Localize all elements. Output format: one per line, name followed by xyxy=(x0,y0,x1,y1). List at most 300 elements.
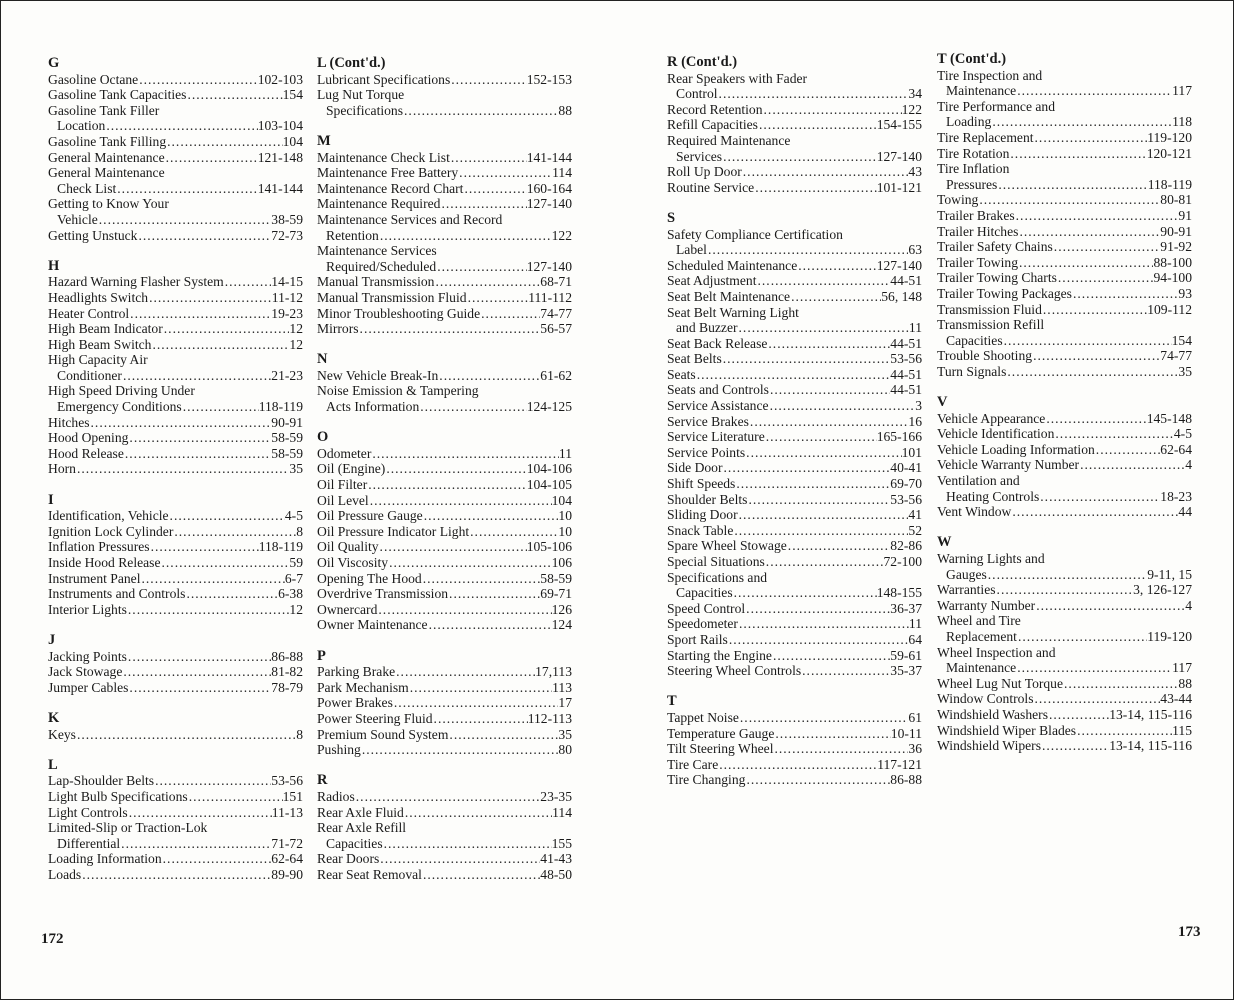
page-reference: 40-41 xyxy=(890,460,922,476)
entry-name: Turn Signals xyxy=(937,363,1007,379)
page-reference: 3, 126-127 xyxy=(1133,582,1192,598)
entry-line xyxy=(48,103,303,119)
entry-name: Service Brakes xyxy=(667,413,749,429)
index-entry xyxy=(667,258,922,274)
entry-name: Heater Control xyxy=(48,305,130,321)
page-reference: 86-88 xyxy=(890,772,922,788)
index-entry xyxy=(317,87,572,118)
index-entry xyxy=(937,286,1192,302)
entry-name: Manual Transmission xyxy=(317,274,435,290)
page-reference: 13-14, 115-116 xyxy=(1109,738,1192,754)
page-reference: 82-86 xyxy=(890,538,922,554)
dot-leader xyxy=(422,571,541,587)
entry-line xyxy=(667,601,922,617)
dot-leader xyxy=(141,571,285,587)
dot-leader xyxy=(173,524,296,540)
entry-name: Speedometer xyxy=(667,616,738,632)
entry-line xyxy=(937,161,1192,177)
dot-leader xyxy=(385,461,526,477)
entry-name: Transmission Fluid xyxy=(937,301,1042,317)
index-entry xyxy=(667,398,922,414)
entry-name: Required/Scheduled xyxy=(326,258,437,274)
entry-name: Seat Adjustment xyxy=(667,273,757,289)
index-entry xyxy=(317,446,572,462)
entry-name: High Beam Switch xyxy=(48,336,152,352)
entry-name: Window Controls xyxy=(937,691,1034,707)
dot-leader xyxy=(757,273,891,289)
entry-line xyxy=(317,851,572,867)
entry-line xyxy=(937,146,1192,162)
entry-name: Loading Information xyxy=(48,851,162,867)
entry-line xyxy=(937,114,1192,130)
index-entry xyxy=(317,789,572,805)
index-entry xyxy=(317,602,572,618)
page-reference: 10 xyxy=(558,523,572,539)
entry-line xyxy=(667,336,922,352)
entry-name: Premium Sound System xyxy=(317,726,449,742)
entry-name: Heating Controls xyxy=(946,488,1040,504)
index-entry xyxy=(667,382,922,398)
page-reference: 58-59 xyxy=(540,570,572,586)
page-reference: 88-100 xyxy=(1153,254,1192,270)
entry-name: Warranties xyxy=(937,582,996,598)
index-entry xyxy=(937,457,1192,473)
entry-name: Inflation Pressures xyxy=(48,539,150,555)
page-reference: 38-59 xyxy=(271,211,303,227)
entry-name: Vent Window xyxy=(937,504,1012,520)
dot-leader xyxy=(165,150,258,166)
dot-leader xyxy=(733,523,908,539)
dot-leader xyxy=(369,493,552,509)
index-entry xyxy=(667,351,922,367)
index-entry xyxy=(317,742,572,758)
page-reference: 56, 148 xyxy=(881,288,922,304)
entry-line xyxy=(667,757,922,773)
dot-leader xyxy=(138,72,257,88)
entry-line xyxy=(667,648,922,664)
entry-line xyxy=(48,649,303,665)
entry-line xyxy=(317,290,572,306)
index-entry xyxy=(937,364,1192,380)
entry-line xyxy=(317,664,572,680)
dot-leader xyxy=(186,87,282,103)
page-reference: 118-119 xyxy=(258,539,303,555)
page-reference: 17 xyxy=(558,695,572,711)
index-entry xyxy=(937,130,1192,146)
index-entry xyxy=(317,711,572,727)
entry-line xyxy=(317,228,572,244)
entry-name: Pushing xyxy=(317,742,361,758)
entry-line xyxy=(317,820,572,836)
index-entry xyxy=(667,367,922,383)
entry-line xyxy=(937,192,1192,208)
index-entry xyxy=(937,255,1192,271)
page-reference: 35 xyxy=(289,461,303,477)
entry-line xyxy=(317,602,572,618)
dot-leader xyxy=(120,836,271,852)
index-entry xyxy=(937,224,1192,240)
page-reference: 69-70 xyxy=(890,476,922,492)
dot-leader xyxy=(150,539,259,555)
page-173 xyxy=(618,1,1234,999)
index-entry xyxy=(48,649,303,665)
page-reference: 117-121 xyxy=(877,756,922,772)
dot-leader xyxy=(1054,426,1173,442)
entry-line xyxy=(937,426,1192,442)
index-entry xyxy=(317,212,572,243)
entry-name: Temperature Gauge xyxy=(667,725,775,741)
entry-name: Loading xyxy=(946,114,992,130)
index-entry xyxy=(937,426,1192,442)
entry-name: Wheel Inspection and xyxy=(937,644,1056,660)
entry-line xyxy=(317,196,572,212)
entry-line xyxy=(317,617,572,633)
index-entry xyxy=(317,196,572,212)
dot-leader xyxy=(1034,691,1161,707)
dot-leader xyxy=(151,337,289,353)
index-entry xyxy=(937,442,1192,458)
page-reference: 118-119 xyxy=(1147,176,1192,192)
entry-name: Hood Release xyxy=(48,445,124,461)
entry-line xyxy=(48,352,303,368)
page-reference: 18-23 xyxy=(1160,488,1192,504)
page-reference: 80-81 xyxy=(1160,192,1192,208)
entry-line xyxy=(667,554,922,570)
entry-line xyxy=(317,680,572,696)
dot-leader xyxy=(1034,130,1148,146)
dot-leader xyxy=(718,757,877,773)
dot-leader xyxy=(361,742,559,758)
page-reference: 113 xyxy=(552,679,572,695)
page-reference: 52 xyxy=(908,522,922,538)
page-reference: 103-104 xyxy=(257,118,303,134)
entry-name: Hood Opening xyxy=(48,430,129,446)
entry-line xyxy=(667,367,922,383)
entry-name: Maintenance Required xyxy=(317,196,441,212)
index-entry xyxy=(48,337,303,353)
dot-leader xyxy=(448,586,540,602)
page-reference: 56-57 xyxy=(540,321,572,337)
page-reference: 102-103 xyxy=(257,71,303,87)
page-reference: 122 xyxy=(901,101,922,117)
section-letter-heading: O xyxy=(317,429,329,446)
page-reference: 94-100 xyxy=(1153,270,1192,286)
entry-name: Light Controls xyxy=(48,804,128,820)
entry-name: Starting the Engine xyxy=(667,647,772,663)
page-reference: 151 xyxy=(282,788,303,804)
page-reference: 34 xyxy=(908,86,922,102)
index-entry xyxy=(48,87,303,103)
dot-leader xyxy=(224,274,272,290)
entry-name: Sport Rails xyxy=(667,631,728,647)
index-section xyxy=(48,711,303,742)
dot-leader xyxy=(154,773,271,789)
index-entry xyxy=(937,691,1192,707)
entry-line xyxy=(667,726,922,742)
section-letter-heading: H xyxy=(48,257,60,274)
index-entry xyxy=(48,321,303,337)
dot-leader xyxy=(738,507,909,523)
index-entry xyxy=(667,164,922,180)
dot-leader xyxy=(355,789,541,805)
entry-name: High Beam Indicator xyxy=(48,321,163,337)
index-entry xyxy=(317,493,572,509)
entry-name: Label xyxy=(676,242,707,258)
index-entry xyxy=(48,196,303,227)
dot-leader xyxy=(1045,411,1146,427)
index-entry xyxy=(937,645,1192,676)
page-reference: 121-148 xyxy=(257,149,303,165)
entry-name: Gasoline Tank Filling xyxy=(48,133,167,149)
entry-line xyxy=(317,150,572,166)
page-reference: 44-51 xyxy=(890,366,922,382)
entry-line xyxy=(48,196,303,212)
entry-line xyxy=(667,663,922,679)
index-entry xyxy=(937,676,1192,692)
entry-line xyxy=(667,414,922,430)
index-entry xyxy=(937,598,1192,614)
entry-line xyxy=(937,457,1192,473)
entry-line xyxy=(48,867,303,883)
entry-line xyxy=(48,274,303,290)
entry-line xyxy=(667,460,922,476)
entry-line xyxy=(937,551,1192,567)
dot-leader xyxy=(185,586,278,602)
entry-name: Ignition Lock Cylinder xyxy=(48,523,174,539)
page-reference: 48-50 xyxy=(540,866,572,882)
dot-leader xyxy=(395,664,535,680)
dot-leader xyxy=(434,274,540,290)
page-reference: 88 xyxy=(558,102,572,118)
entry-line xyxy=(667,476,922,492)
index-column xyxy=(667,55,922,804)
entry-line xyxy=(937,177,1192,193)
entry-line xyxy=(937,302,1192,318)
entry-line xyxy=(937,707,1192,723)
dot-leader xyxy=(98,212,272,228)
entry-line xyxy=(48,118,303,134)
entry-name: Limited-Slip or Traction-Lok xyxy=(48,820,208,836)
entry-line xyxy=(317,742,572,758)
dot-leader xyxy=(116,181,257,197)
index-section xyxy=(317,134,572,337)
entry-line xyxy=(937,317,1192,333)
entry-name: Ventilation and xyxy=(937,473,1020,489)
entry-name: Wheel Lug Nut Torque xyxy=(937,675,1064,691)
page-reference: 127-140 xyxy=(876,148,922,164)
entry-name: Oil Viscosity xyxy=(317,555,389,570)
section-letter-heading: K xyxy=(48,709,60,726)
page-reference: 3 xyxy=(915,398,922,414)
index-entry xyxy=(48,103,303,134)
entry-line xyxy=(48,805,303,821)
dot-leader xyxy=(137,228,271,244)
page-reference: 145-148 xyxy=(1146,410,1192,426)
entry-name: Gauges xyxy=(946,566,987,582)
entry-line xyxy=(937,224,1192,240)
entry-name: Trailer Towing xyxy=(937,254,1018,270)
entry-name: Specifications xyxy=(326,102,404,118)
entry-line xyxy=(317,274,572,290)
index-entry xyxy=(937,738,1192,754)
entry-line xyxy=(317,805,572,821)
index-entry xyxy=(48,680,303,696)
entry-name: Maintenance Services xyxy=(317,243,437,259)
entry-name: Trailer Hitches xyxy=(937,223,1019,239)
index-entry xyxy=(667,507,922,523)
dot-leader xyxy=(403,103,558,119)
dot-leader xyxy=(774,726,890,742)
entry-line xyxy=(667,258,922,274)
entry-line xyxy=(48,836,303,852)
entry-line xyxy=(317,586,572,602)
index-entry xyxy=(667,570,922,601)
entry-name: Oil (Engine) xyxy=(317,461,386,477)
entry-line xyxy=(937,333,1192,349)
page-reference: 148-155 xyxy=(876,585,922,601)
entry-name: Hazard Warning Flasher System xyxy=(48,274,224,290)
page-reference: 89-90 xyxy=(271,866,303,882)
entry-name: Warranty Number xyxy=(937,597,1036,613)
page-reference: 165-166 xyxy=(876,429,922,445)
index-entry xyxy=(48,539,303,555)
entry-name: Hitches xyxy=(48,414,90,430)
dot-leader xyxy=(422,867,540,883)
entry-line xyxy=(937,255,1192,271)
page-reference: 127-140 xyxy=(526,196,572,212)
dot-leader xyxy=(76,727,296,743)
section-letter-heading: M xyxy=(317,132,331,149)
index-entry xyxy=(48,789,303,805)
dot-leader xyxy=(450,72,526,88)
dot-leader xyxy=(738,616,909,632)
page-reference: 120-121 xyxy=(1146,145,1192,161)
entry-name: Keys xyxy=(48,726,76,742)
dot-leader xyxy=(428,617,552,633)
dot-leader xyxy=(767,336,890,352)
index-section xyxy=(48,633,303,695)
page-reference: 44-51 xyxy=(890,273,922,289)
page-reference: 117 xyxy=(1172,83,1192,99)
entry-name: Radios xyxy=(317,788,355,804)
page-reference: 13-14, 115-116 xyxy=(1109,706,1192,722)
entry-line xyxy=(937,364,1192,380)
page-reference: 126 xyxy=(551,601,572,617)
page-reference: 12 xyxy=(289,321,303,337)
entry-name: Shoulder Belts xyxy=(667,491,748,507)
entry-line xyxy=(317,493,572,509)
entry-name: Spare Wheel Stowage xyxy=(667,538,787,554)
entry-name: Noise Emission & Tampering xyxy=(317,383,479,399)
entry-line xyxy=(317,727,572,743)
entry-name: Steering Wheel Controls xyxy=(667,663,802,679)
dot-leader xyxy=(467,290,529,306)
entry-line xyxy=(48,290,303,306)
dot-leader xyxy=(765,554,884,570)
index-entry xyxy=(667,305,922,336)
index-entry xyxy=(317,571,572,587)
page-reference: 12 xyxy=(289,601,303,617)
dot-leader xyxy=(124,446,271,462)
entry-line xyxy=(937,286,1192,302)
entry-name: Refill Capacities xyxy=(667,117,758,133)
dot-leader xyxy=(166,134,282,150)
entry-line xyxy=(937,489,1192,505)
page-reference: 12 xyxy=(289,336,303,352)
index-entry xyxy=(317,165,572,181)
entry-line xyxy=(667,117,922,133)
page-reference: 91-92 xyxy=(1160,239,1192,255)
page-reference: 155 xyxy=(551,835,572,851)
dot-leader xyxy=(1063,676,1178,692)
entry-name: Maintenance xyxy=(946,660,1017,676)
dot-leader xyxy=(1006,364,1178,380)
index-entry xyxy=(48,165,303,196)
dot-leader xyxy=(738,320,909,336)
entry-name: Control xyxy=(676,86,718,102)
index-entry xyxy=(937,723,1192,739)
page-reference: 104 xyxy=(551,492,572,508)
entry-name: Owner Maintenance xyxy=(317,617,428,633)
dot-leader xyxy=(409,680,552,696)
entry-name: Location xyxy=(57,118,106,134)
entry-line xyxy=(937,567,1192,583)
entry-line xyxy=(667,632,922,648)
entry-name: Tire Replacement xyxy=(937,129,1034,145)
entry-name: Trailer Brakes xyxy=(937,207,1015,223)
entry-line xyxy=(937,270,1192,286)
page-reference: 11 xyxy=(908,616,922,632)
dot-leader xyxy=(169,508,285,524)
dot-leader xyxy=(1017,629,1147,645)
entry-line xyxy=(937,99,1192,115)
dot-leader xyxy=(81,867,271,883)
entry-name: Instrument Panel xyxy=(48,570,141,586)
index-entry xyxy=(937,208,1192,224)
page-reference: 104-106 xyxy=(526,461,572,477)
entry-name: Maintenance Record Chart xyxy=(317,180,464,196)
dot-leader xyxy=(1041,738,1109,754)
entry-line xyxy=(937,239,1192,255)
index-entry xyxy=(317,274,572,290)
index-entry xyxy=(667,102,922,118)
index-entry xyxy=(48,571,303,587)
page-reference: 68-71 xyxy=(540,274,572,290)
page-reference: 35 xyxy=(1178,363,1192,379)
index-column xyxy=(48,56,303,898)
dot-leader xyxy=(747,492,890,508)
entry-line xyxy=(48,337,303,353)
entry-line xyxy=(48,680,303,696)
page-reference: 44 xyxy=(1178,504,1192,520)
index-entry xyxy=(48,306,303,322)
index-section xyxy=(937,52,1192,379)
page-reference: 112-113 xyxy=(527,710,572,726)
page-reference: 61 xyxy=(908,709,922,725)
entry-line xyxy=(48,383,303,399)
page-reference: 104-105 xyxy=(526,477,572,493)
entry-line xyxy=(667,227,922,243)
entry-name: Special Situations xyxy=(667,554,765,569)
dot-leader xyxy=(404,805,552,821)
index-entry xyxy=(317,72,572,88)
entry-line xyxy=(317,306,572,322)
dot-leader xyxy=(450,150,527,166)
index-entry xyxy=(48,773,303,789)
entry-line xyxy=(48,212,303,228)
page-reference: 101 xyxy=(901,444,922,460)
index-entry xyxy=(667,726,922,742)
